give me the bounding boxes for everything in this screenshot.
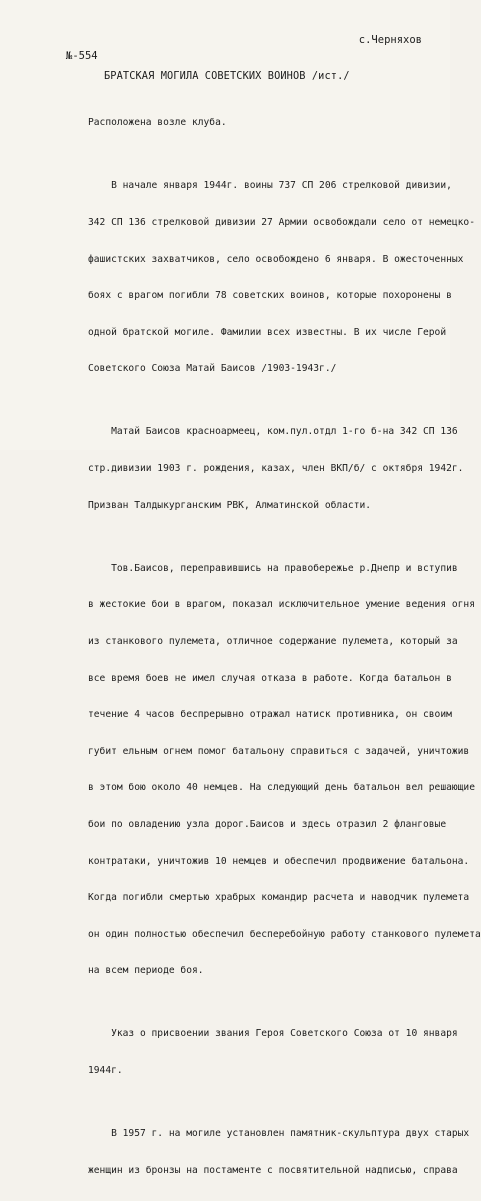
text-line: Матай Баисов красноармеец, ком.пул.отдл 1-го б-на 342 СП 136 [88,426,458,438]
text-line: бои по овладению узла дорог.Баисов и здесь отразил 2 фланговые [88,818,447,830]
paragraph-biography [88,402,464,536]
paragraph-location [88,93,440,154]
text-line: в жестокие бои в врагом, показал исключительное умение ведения огня [88,599,475,611]
document-title-text: БРАТСКАЯ МОГИЛА СОВЕТСКИХ ВОИНОВ /ист./ [104,70,350,82]
text-line: контратаки, уничтожив 10 немцев и обеспечил продвижение батальона. [88,855,470,867]
paragraph-feat [88,538,481,1002]
paragraph-monument [88,1104,470,1201]
text-line: Призван Талдыкурганским РВК, Алматинской области. [88,499,372,511]
text-line: 1944г. [88,1065,123,1077]
text-line: течение 4 часов беспрерывно отражал натиск противника, он своим [88,709,452,721]
text-line: женщин из бронзы на постаменте с посвятительной надписью, справа [88,1164,458,1176]
text-line: губит ельным огнем помог батальону справиться с задачей, уничтожив [88,745,470,757]
text-line: фашистских захватчиков, село освобождено 6 января. В ожесточенных [88,253,464,265]
text-line: Расположена возле клуба. [88,117,227,129]
location-header: с.Черняхов [358,34,422,46]
text-line: все время боев не имел случая отказа в работе. Когда батальон в [88,672,452,684]
text-line: в этом бою около 40 немцев. На следующий день батальон вел решающие [88,782,475,794]
document-title [104,70,350,82]
text-line: В начале января 1944г. воины 737 СП 206 стрелковой дивизии, [88,180,452,192]
document-body [88,93,481,1201]
text-line: одной братской могиле. Фамилии всех известны. В их числе Герой [88,326,447,338]
paragraph-history [88,156,475,400]
text-line: Когда погибли смертью храбрых командир расчета и наводчик пулемета [88,892,470,904]
text-line: боях с врагом погибли 78 советских воинов, которые похоронены в [88,290,452,302]
text-line: Указ о присвоении звания Героя Советского Союза от 10 января [88,1028,458,1040]
text-line: на всем периоде боя. [88,965,204,977]
text-line: Тов.Баисов, переправившись на правобережье р.Днепр и вступив [88,562,458,574]
text-line: из станкового пулемета, отличное содержание пулемета, который за [88,635,458,647]
text-line: В 1957 г. на могиле установлен памятник-скульптура двух старых [88,1128,470,1140]
text-line: Советского Союза Матай Баисов /1903-1943г./ [88,363,337,375]
paragraph-decree [88,1004,458,1102]
text-line: стр.дивизии 1903 г. рождения, казах, член ВКП/б/ с октября 1942г. [88,463,464,475]
document-number: №-554 [66,50,98,62]
text-line: 342 СП 136 стрелковой дивизии 27 Армии освобождали село от немецко- [88,217,475,229]
text-line: он один полностью обеспечил бесперебойную работу станкового пулемета [88,928,481,940]
